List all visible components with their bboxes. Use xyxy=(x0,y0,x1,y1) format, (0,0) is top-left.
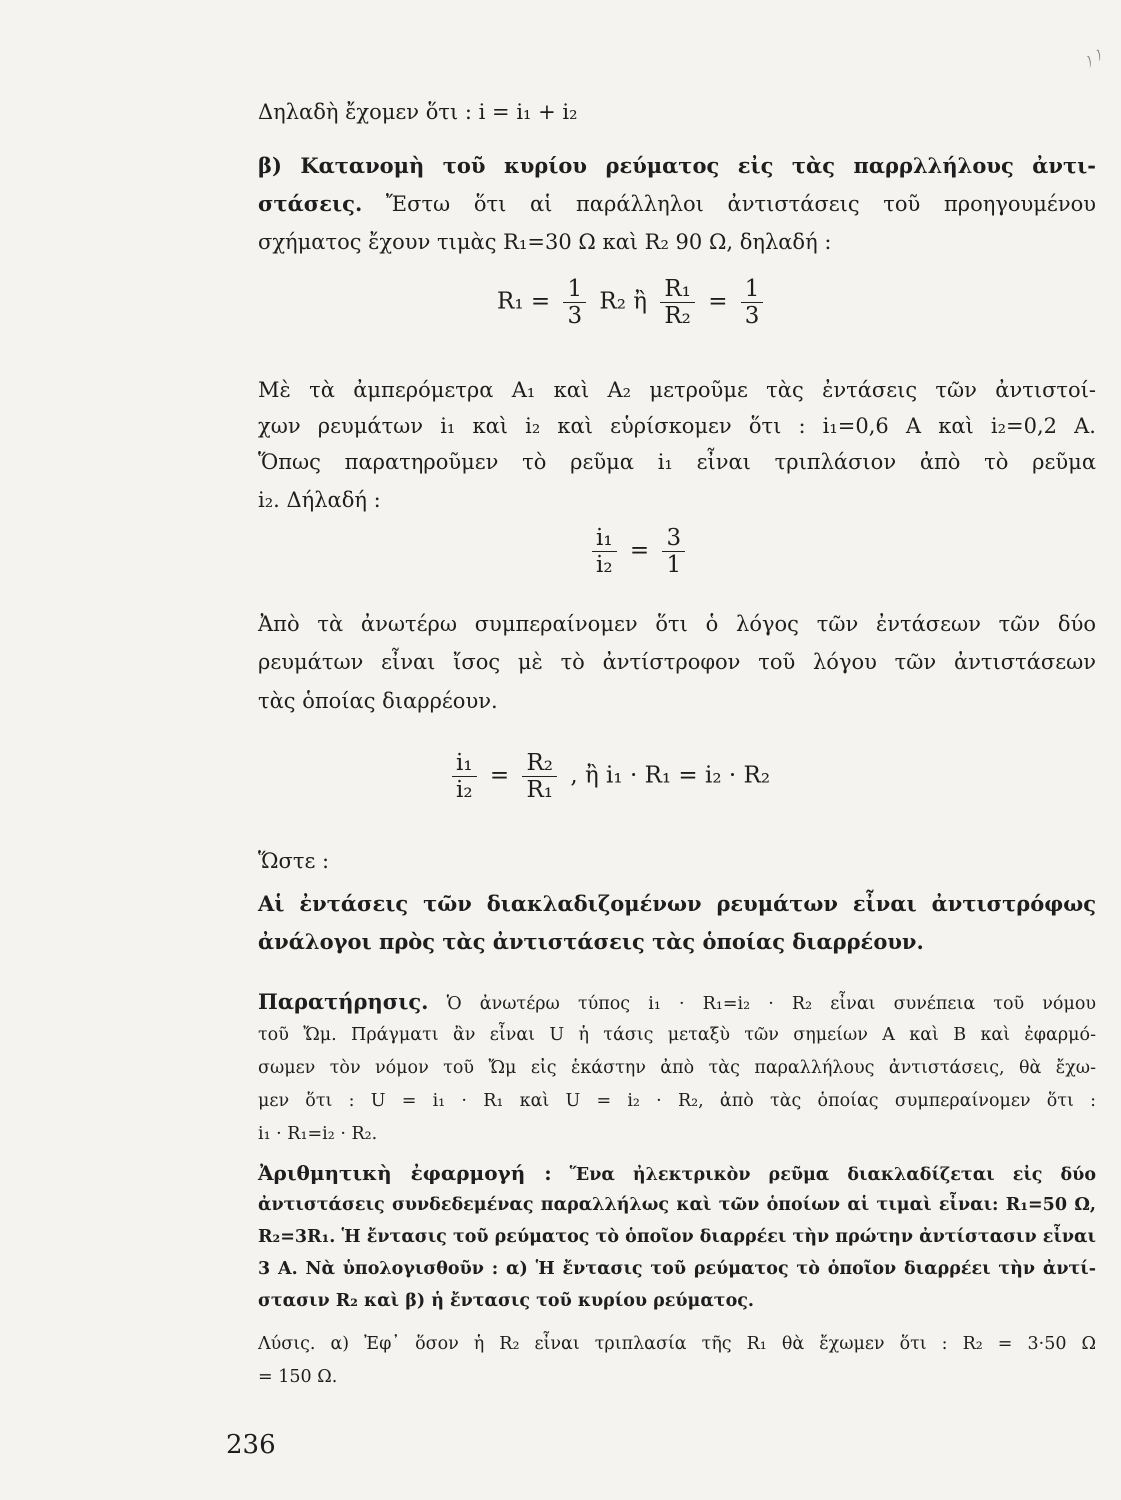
text-span: Ἕνα ἠλεκτρικὸν ρεῦμα διακλαδίζεται εἰς δύο xyxy=(551,1165,1096,1185)
text-line: i₂. Δήλαδή : xyxy=(258,488,381,512)
fraction xyxy=(563,276,586,329)
text-line xyxy=(258,188,1096,220)
denominator: 1 xyxy=(666,552,682,578)
eq-term: R₂ ἢ xyxy=(599,288,648,315)
solution-line: Λύσις. α) Ἐφ᾽ ὅσον ἡ R₂ εἶναι τριπλασία τῆς R₁ θὰ ἔχωμεν ὅτι : R₂ = 3·50 Ω xyxy=(258,1334,1096,1354)
numerator: R₁ xyxy=(660,276,695,303)
example-line: ἀντιστάσεις συνδεδεμένας παραλλήλως καὶ τῶν ὁποίων αἱ τιμαὶ εἶναι: R₁=50 Ω, xyxy=(258,1195,1096,1215)
equation-ratio-resistances xyxy=(497,276,769,329)
note-line xyxy=(258,986,1096,1020)
note-line: τοῦ Ὤμ. Πράγματι ἂν εἶναι U ἡ τάσις μεταξὺ τῶν σημείων A καὶ B καὶ ἐφαρμό- xyxy=(258,1025,1096,1045)
numerator: i₁ xyxy=(592,525,617,552)
solution-line: = 150 Ω. xyxy=(258,1367,338,1387)
eq-term: , ἢ i₁ · R₁ = i₂ · R₂ xyxy=(570,762,771,789)
example-line xyxy=(258,1157,1096,1191)
denominator: R₁ xyxy=(526,777,554,803)
note-line: μεν ὅτι : U = i₁ · R₁ καὶ U = i₂ · R₂, ἀπὸ τὰς ὁποίας συμπεραίνομεν ὅτι : xyxy=(258,1091,1096,1111)
eq-sign: = xyxy=(629,537,650,564)
page-number: 236 xyxy=(226,1430,276,1460)
example-line: στασιν R₂ καὶ β) ἡ ἔντασις τοῦ κυρίου ρεύματος. xyxy=(258,1291,754,1311)
eq-sign: = xyxy=(489,762,510,789)
fraction xyxy=(660,276,695,329)
numerator: R₂ xyxy=(522,750,557,777)
numerator: 3 xyxy=(662,525,685,552)
text-span: Ἔστω ὅτι αἱ παράλληλοι ἀντιστάσεις τοῦ προηγουμένου xyxy=(362,192,1096,216)
numerator: 1 xyxy=(563,276,586,303)
equation-current-ratio xyxy=(586,525,691,578)
text-line: χων ρευμάτων i₁ καὶ i₂ καὶ εὑρίσκομεν ὅτι : i₁=0,6 A καὶ i₂=0,2 A. xyxy=(258,414,1096,438)
text-line: Ὥστε : xyxy=(258,849,330,873)
fraction xyxy=(452,750,477,803)
section-heading: β) Κατανομὴ τοῦ κυρίου ρεύματος εἰς τὰς παρρλλήλους ἀντι- xyxy=(258,153,1096,178)
margin-mark: ﾉ ﾉ xyxy=(1082,46,1107,71)
text-line: σχήματος ἔχουν τιμὰς R₁=30 Ω καὶ R₂ 90 Ω, δηλαδή : xyxy=(258,230,832,254)
example-line: 3 A. Νὰ ὑπολογισθοῦν : α) Ἡ ἔντασις τοῦ ρεύματος τὸ ὁποῖον διαρρέει τὴν ἀντί- xyxy=(258,1259,1096,1279)
rule-statement: ἀνάλογοι πρὸς τὰς ἀντιστάσεις τὰς ὁποίας διαρρέουν. xyxy=(258,929,924,954)
fraction xyxy=(522,750,557,803)
denominator: R₂ xyxy=(664,303,691,329)
text-line: Μὲ τὰ ἀμπερόμετρα A₁ καὶ A₂ μετροῦμε τὰς ἐντάσεις τῶν ἀντιστοί- xyxy=(258,378,1096,402)
numerator: 1 xyxy=(741,276,764,303)
note-line: σωμεν τὸν νόμον τοῦ Ὤμ εἰς ἑκάστην ἀπὸ τὰς παραλλήλους ἀντιστάσεις, θὰ ἔχω- xyxy=(258,1058,1096,1078)
section-heading-end: στάσεις. xyxy=(258,191,363,216)
eq-sign: = xyxy=(708,288,728,315)
denominator: i₂ xyxy=(596,552,613,578)
denominator: i₂ xyxy=(456,777,473,803)
example-line: R₂=3R₁. Ἡ ἔντασις τοῦ ρεύματος τὸ ὁποῖον διαρρέει τὴν πρώτην ἀντίστασιν εἶναι xyxy=(258,1227,1096,1247)
fraction xyxy=(662,525,685,578)
eq-term: R₁ = xyxy=(497,288,551,315)
rule-statement: Αἱ ἐντάσεις τῶν διακλαδιζομένων ρευμάτων εἶναι ἀντιστρόφως xyxy=(258,891,1096,916)
text-line: Ὅπως παρατηροῦμεν τὸ ρεῦμα i₁ εἶναι τριπλάσιον ἀπὸ τὸ ρεῦμα xyxy=(258,450,1096,474)
denominator: 3 xyxy=(567,303,583,329)
text-line: Δηλαδὴ ἔχομεν ὅτι : i = i₁ + i₂ xyxy=(258,100,578,124)
equation-inverse-proportion xyxy=(446,750,770,803)
fraction xyxy=(592,525,617,578)
text-line: ρευμάτων εἶναι ἴσος μὲ τὸ ἀντίστροφον τοῦ λόγου τῶν ἀντιστάσεων xyxy=(258,650,1096,674)
fraction xyxy=(741,276,764,329)
example-heading: Ἀριθμητικὴ ἐφαρμογή : xyxy=(258,1161,552,1185)
note-line: i₁ · R₁=i₂ · R₂. xyxy=(258,1124,378,1144)
denominator: 3 xyxy=(744,303,760,329)
text-line: Ἀπὸ τὰ ἀνωτέρω συμπεραίνομεν ὅτι ὁ λόγος τῶν ἐντάσεων τῶν δύο xyxy=(258,612,1096,636)
numerator: i₁ xyxy=(452,750,477,777)
note-heading: Παρατήρησις. xyxy=(258,989,429,1014)
text-span: Ὁ ἀνωτέρω τύπος i₁ · R₁=i₂ · R₂ εἶναι συνέπεια τοῦ νόμου xyxy=(428,994,1096,1014)
text-line: τὰς ὁποίας διαρρέουν. xyxy=(258,689,498,713)
